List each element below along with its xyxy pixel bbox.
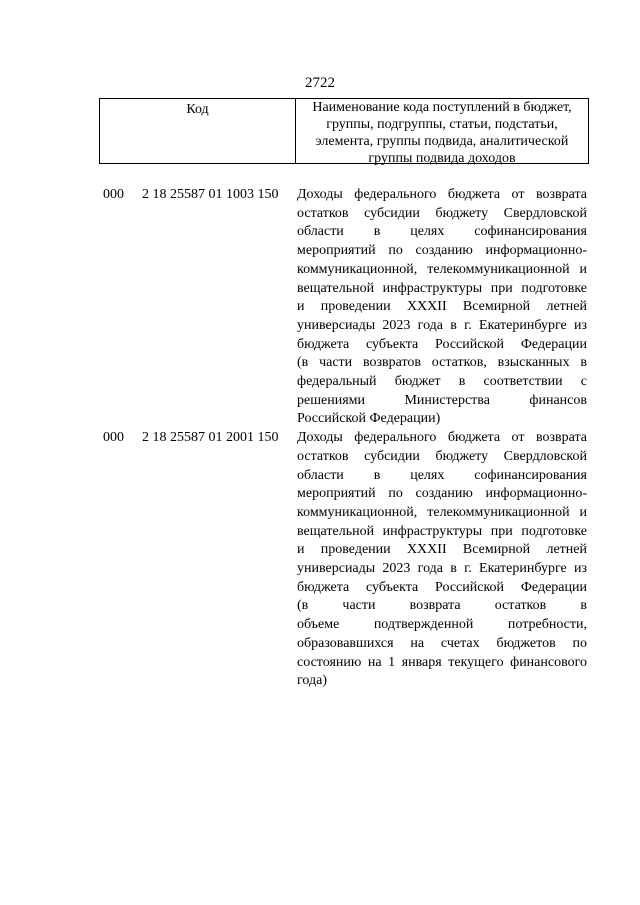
table-body bbox=[0, 186, 640, 691]
description-line: Доходы федерального бюджета от возврата bbox=[297, 187, 587, 202]
description-line: образовавшихся на счетах бюджетов по bbox=[297, 635, 587, 651]
row-description bbox=[297, 429, 587, 691]
description-line: области в целях софинансирования bbox=[297, 467, 587, 483]
description-line: универсиады 2023 года в г. Екатеринбурге из bbox=[297, 317, 587, 333]
description-line: области в целях софинансирования bbox=[297, 224, 587, 240]
description-line: и проведении XXXII Всемирной летней bbox=[297, 299, 587, 315]
table-row bbox=[0, 429, 640, 691]
description-line: Доходы федерального бюджета от возврата bbox=[297, 430, 587, 446]
description-line: вещательной инфраструктуры при подготовке bbox=[297, 523, 587, 539]
description-line: решениями Министерства финансов bbox=[297, 392, 587, 408]
description-line: универсиады 2023 года в г. Екатеринбурге из bbox=[297, 561, 587, 577]
description-line: бюджета субъекта Российской Федерации bbox=[297, 579, 587, 595]
description-line: (в части возвратов остатков, взысканных в bbox=[297, 355, 587, 371]
description-line: остатков субсидии бюджету Свердловской bbox=[297, 448, 587, 464]
description-line: коммуникационной, телекоммуникационной и bbox=[297, 504, 587, 520]
header-code-cell: Код bbox=[100, 99, 296, 163]
admin-code: 000 bbox=[103, 187, 124, 202]
description-line: года) bbox=[297, 673, 327, 689]
description-line: (в части возврата остатков в bbox=[297, 598, 587, 614]
income-code: 2 18 25587 01 2001 150 bbox=[142, 430, 279, 446]
description-line: Российской Федерации) bbox=[297, 411, 441, 427]
table-header bbox=[99, 98, 589, 164]
description-line: вещательной инфраструктуры при подготовке bbox=[297, 280, 587, 296]
description-line: коммуникационной, телекоммуникационной и bbox=[297, 261, 587, 277]
description-line: состоянию на 1 января текущего финансового bbox=[297, 654, 587, 670]
description-line: остатков субсидии бюджету Свердловской bbox=[297, 205, 587, 221]
description-line: бюджета субъекта Российской Федерации bbox=[297, 336, 587, 352]
income-code: 2 18 25587 01 1003 150 bbox=[142, 187, 279, 202]
admin-code: 000 bbox=[103, 430, 124, 446]
description-line: объеме подтвержденной потребности, bbox=[297, 617, 587, 633]
page-number: 2722 bbox=[305, 75, 335, 91]
description-line: мероприятий по созданию информационно- bbox=[297, 486, 587, 502]
description-line: мероприятий по созданию информационно- bbox=[297, 243, 587, 259]
header-name-cell: Наименование кода поступлений в бюджет, группы, подгруппы, статьи, подстатьи, элемента, группы подвида, аналитической группы подвида доходов bbox=[312, 100, 572, 166]
table-row bbox=[0, 186, 640, 429]
description-line: федеральный бюджет в соответствии с bbox=[297, 374, 587, 390]
description-line: и проведении XXXII Всемирной летней bbox=[297, 542, 587, 558]
row-description bbox=[297, 186, 587, 429]
